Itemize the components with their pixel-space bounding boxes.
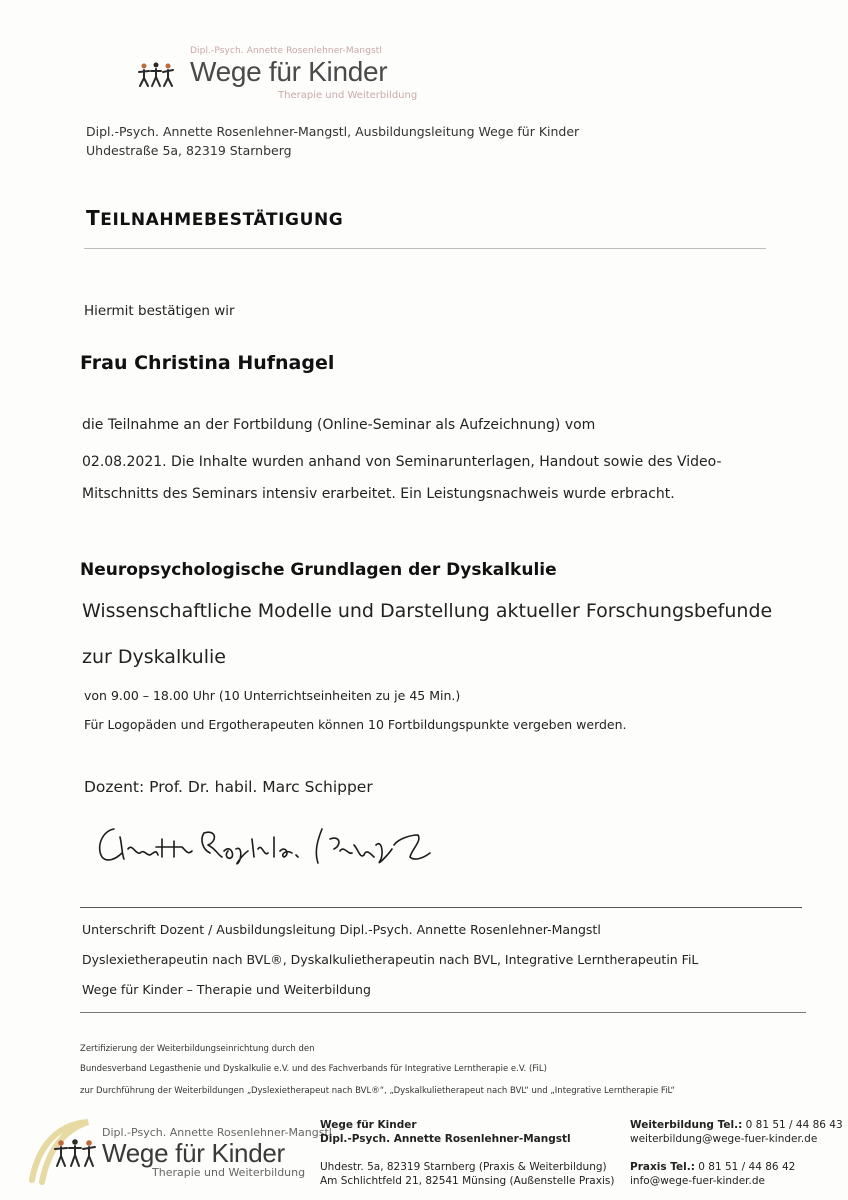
para-line-2: 02.08.2021. Die Inhalte wurden anhand von Seminarunterlagen, Handout sowie des Video- (82, 454, 722, 470)
certification-line-1: Zertifizierung der Weiterbildungseinrichtung durch den (80, 1044, 315, 1054)
footer-address (320, 1160, 614, 1188)
signature-caption-1: Unterschrift Dozent / Ausbildungsleitung Dipl.-Psych. Annette Rosenlehner-Mangstl (82, 922, 601, 937)
wb-email[interactable]: weiterbildung@wege-fuer-kinder.de (630, 1133, 818, 1145)
logo-top-line: Dipl.-Psych. Annette Rosenlehner-Mangstl (190, 46, 383, 56)
footer-address-1: Uhdestr. 5a, 82319 Starnberg (Praxis & Weiterbildung) (320, 1161, 607, 1173)
footer-org-person: Dipl.-Psych. Annette Rosenlehner-Mangstl (320, 1133, 571, 1145)
children-logo-icon (138, 62, 178, 88)
course-title: Neuropsychologische Grundlagen der Dyskalkulie (80, 560, 557, 580)
handwritten-signature (92, 815, 452, 875)
praxis-tel-label: Praxis Tel.: (630, 1161, 695, 1173)
praxis-phone: 0 81 51 / 44 86 42 (694, 1161, 796, 1173)
children-logo-icon (54, 1138, 98, 1168)
header-line-1: Dipl.-Psych. Annette Rosenlehner-Mangstl, Ausbildungsleitung Wege für Kinder (86, 124, 580, 139)
footer-contact-praxis (630, 1160, 795, 1188)
para-line-3: Mitschnitts des Seminars intensiv erarbeitet. Ein Leistungsnachweis wurde erbracht. (82, 486, 675, 502)
footer-contact-weiterbildung (630, 1118, 843, 1146)
logo-tagline: Therapie und Weiterbildung (278, 90, 418, 101)
wb-phone: 0 81 51 / 44 86 43 (742, 1119, 843, 1131)
title-rest: EILNAHMEBESTÄTIGUNG (100, 210, 344, 230)
header-line-2: Uhdestraße 5a, 82319 Starnberg (86, 143, 292, 158)
certification-line-2: Bundesverband Legasthenie und Dyskalkulie e.V. und des Fachverbands für Integrative Lerntherapie e.V. (FiL) (80, 1064, 547, 1074)
title-initial: T (86, 206, 101, 230)
wb-tel-label: Weiterbildung Tel.: (630, 1119, 743, 1131)
intro-text: Hiermit bestätigen wir (84, 303, 235, 319)
footer-logo-brand: Wege für Kinder (102, 1138, 285, 1168)
course-time: von 9.00 – 18.00 Uhr (10 Unterrichtseinheiten zu je 45 Min.) (84, 688, 461, 703)
logo-brand: Wege für Kinder (190, 56, 388, 87)
header-logo (138, 44, 438, 106)
course-points: Für Logopäden und Ergotherapeuten können 10 Fortbildungspunkte vergeben werden. (84, 717, 627, 732)
footer-logo-tagline: Therapie und Weiterbildung (152, 1166, 306, 1179)
footer-logo-top-line: Dipl.-Psych. Annette Rosenlehner-Mangstl (102, 1126, 332, 1139)
course-subtitle-2: zur Dyskalkulie (82, 646, 226, 668)
para-line-1: die Teilnahme an der Fortbildung (Online-Seminar als Aufzeichnung) vom (82, 417, 596, 433)
course-subtitle-1: Wissenschaftliche Modelle und Darstellung aktueller Forschungsbefunde (82, 600, 773, 622)
certification-line-3: zur Durchführung der Weiterbildungen „Dyslexietherapeut nach BVL®“, „Dyskalkulietherapeut nach BVL“ und „Integrative Lerntherapie FiL“ (80, 1086, 675, 1096)
lecturer: Dozent: Prof. Dr. habil. Marc Schipper (84, 778, 373, 796)
signature-caption-2: Dyslexietherapeutin nach BVL®, Dyskalkulietherapeutin nach BVL, Integrative Lerntherapeutin FiL (82, 952, 699, 967)
praxis-email[interactable]: info@wege-fuer-kinder.de (630, 1175, 765, 1187)
participant-name: Frau Christina Hufnagel (80, 352, 335, 374)
signature-caption-3: Wege für Kinder – Therapie und Weiterbildung (82, 982, 371, 997)
title-divider (84, 248, 766, 249)
footer-logo (28, 1116, 332, 1188)
signature-line (80, 907, 802, 908)
footer-address-2: Am Schlichtfeld 21, 82541 Münsing (Außenstelle Praxis) (320, 1175, 615, 1187)
footer-org (320, 1118, 571, 1146)
footer-org-name: Wege für Kinder (320, 1119, 417, 1131)
signature-divider (80, 1012, 806, 1013)
page-title (86, 206, 343, 230)
